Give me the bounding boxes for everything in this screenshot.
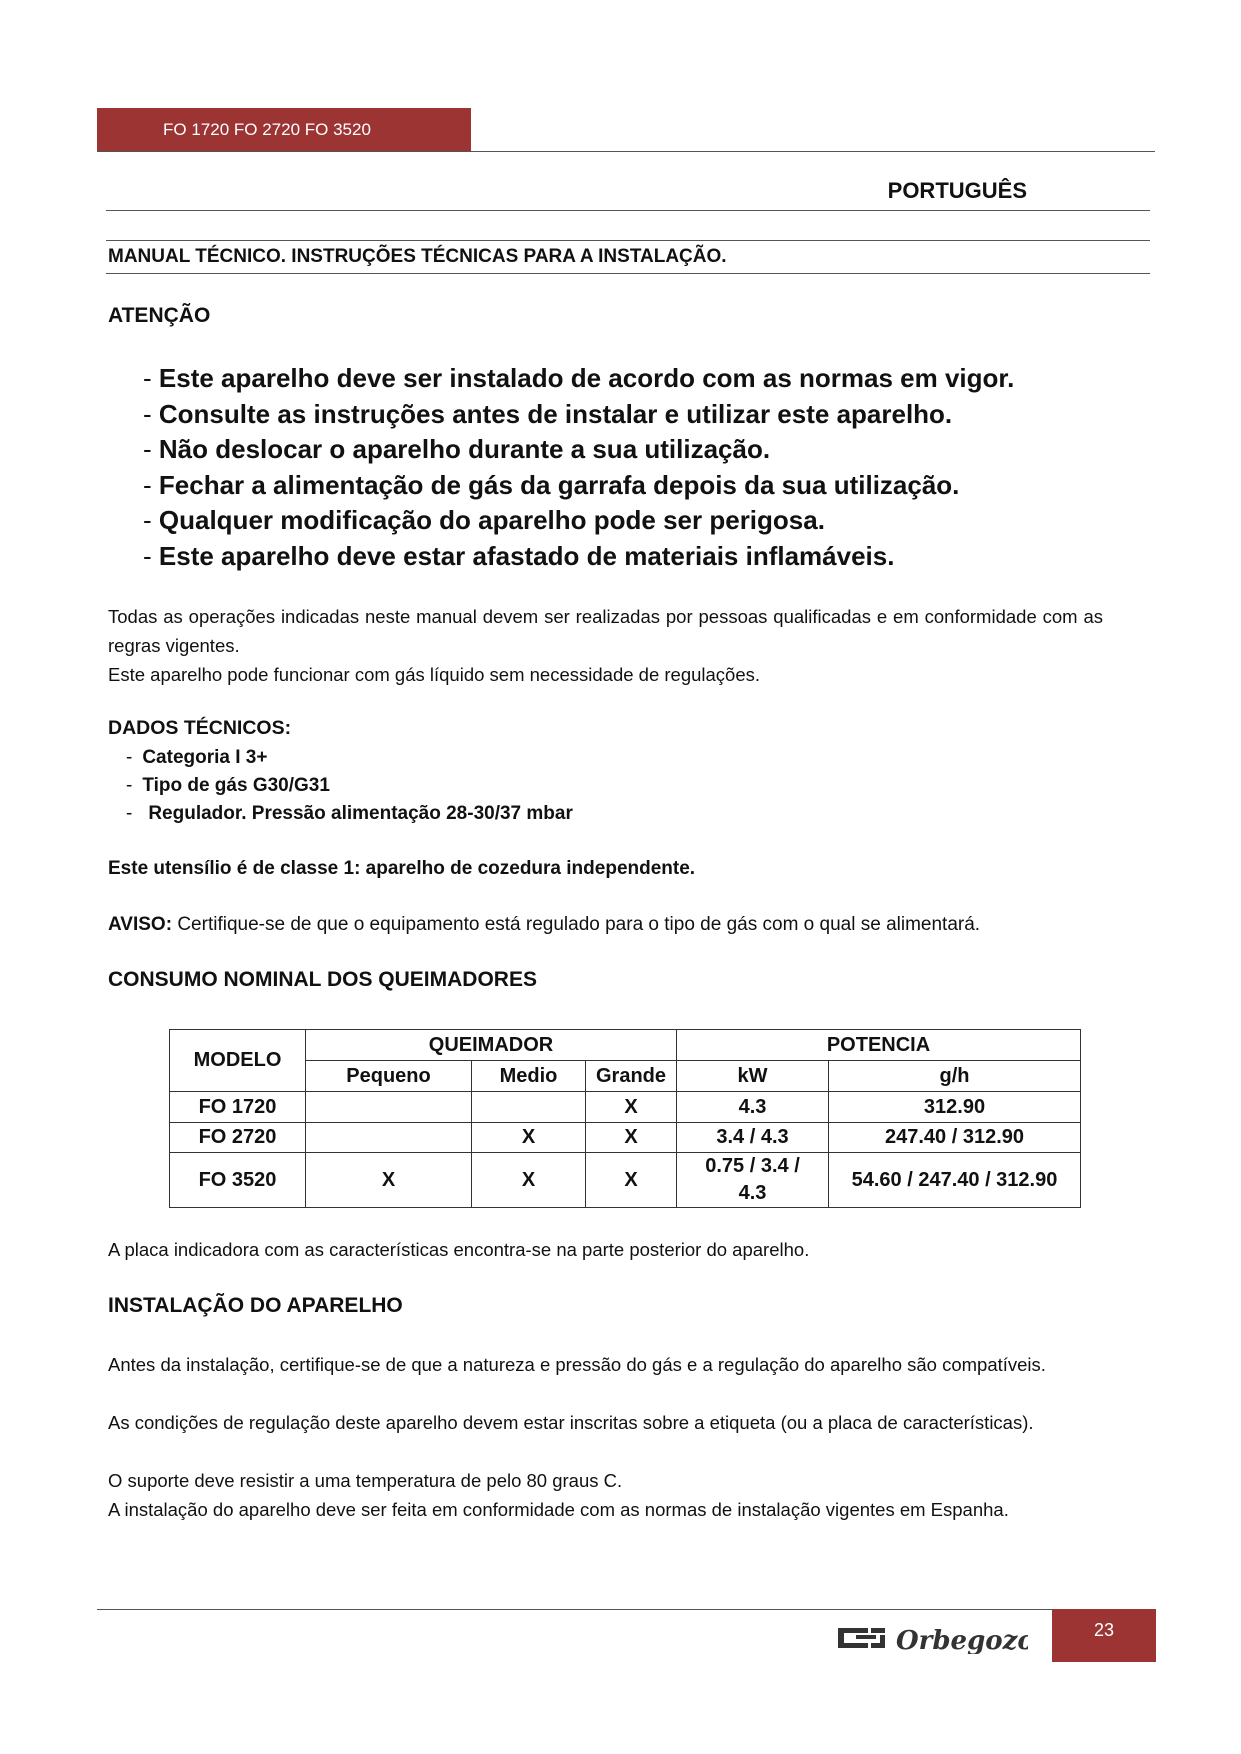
cell-kw-line: 4.3 <box>738 1182 767 1204</box>
tech-data-list <box>126 744 573 828</box>
page-number-box <box>1052 1609 1156 1662</box>
cell-large: X <box>586 1153 677 1208</box>
header-medium: Medio <box>472 1061 586 1092</box>
cell-medium <box>472 1092 586 1123</box>
footer-divider <box>97 1609 1052 1610</box>
list-item: - Fechar a alimentação de gás da garrafa depois da sua utilização. <box>143 469 960 500</box>
language-label: PORTUGUÊS <box>887 178 1027 203</box>
installation-paragraph-1: Antes da instalação, certifique-se de que a natureza e pressão do gás e a regulação do aparelho são compatíveis. <box>108 1354 1046 1375</box>
header-kw: kW <box>677 1061 829 1092</box>
cell-kw: 3.4 / 4.3 <box>677 1123 829 1153</box>
cell-small <box>306 1092 472 1123</box>
list-item: - Categoria I 3+ <box>126 747 268 768</box>
orbegozo-logo <box>838 1620 1028 1659</box>
cell-medium: X <box>472 1123 586 1153</box>
consumption-table <box>169 1029 1081 1208</box>
plate-note: A placa indicadora com as características encontra-se na parte posterior do aparelho. <box>108 1239 810 1260</box>
cell-model: FO 1720 <box>170 1092 306 1123</box>
intro-paragraph: Todas as operações indicadas neste manual devem ser realizadas por pessoas qualificadas e em conformidade com as regras vigentes. <box>108 606 1103 656</box>
cell-gh: 54.60 / 247.40 / 312.90 <box>829 1153 1081 1208</box>
installation-paragraph-4: A instalação do aparelho deve ser feita em conformidade com as normas de instalação vigentes em Espanha. <box>108 1499 1009 1520</box>
cell-medium: X <box>472 1153 586 1208</box>
warning-note <box>108 914 980 936</box>
header-power: POTENCIA <box>677 1030 1081 1061</box>
list-item: - Não deslocar o aparelho durante a sua utilização. <box>143 434 771 464</box>
brand-name: Orbegozo <box>896 1626 1028 1654</box>
page-number: 23 <box>1093 1620 1115 1640</box>
cell-kw <box>677 1153 829 1208</box>
intro-paragraph-2: Este aparelho pode funcionar com gás líquido sem necessidade de regulações. <box>108 664 761 685</box>
attention-list <box>143 361 1014 574</box>
cell-gh: 312.90 <box>829 1092 1081 1123</box>
cell-kw-line: 0.75 / 3.4 / <box>705 1155 800 1177</box>
installation-paragraph-2: As condições de regulação deste aparelho devem estar inscritas sobre a etiqueta (ou a placa de características). <box>108 1412 1034 1433</box>
cell-model: FO 3520 <box>170 1153 306 1208</box>
list-item: - Tipo de gás G30/G31 <box>126 775 330 796</box>
warning-text: Certifique-se de que o equipamento está regulado para o tipo de gás com o qual se alimentará. <box>177 914 981 935</box>
title-bottom-rule <box>106 273 1150 274</box>
cell-small <box>306 1123 472 1153</box>
cell-large: X <box>586 1123 677 1153</box>
list-item: - Consulte as instruções antes de instalar e utilizar este aparelho. <box>143 398 953 429</box>
class-note: Este utensílio é de classe 1: aparelho de cozedura independente. <box>108 858 696 879</box>
header-large: Grande <box>586 1061 677 1092</box>
list-item: - Regulador. Pressão alimentação 28-30/37 mbar <box>126 803 573 824</box>
installation-paragraph-3: O suporte deve resistir a uma temperatura de pelo 80 graus C. <box>108 1470 623 1491</box>
header-gh: g/h <box>829 1061 1081 1092</box>
header-models: FO 1720 FO 2720 FO 3520 <box>163 120 371 139</box>
language-divider <box>106 210 1150 211</box>
cell-small: X <box>306 1153 472 1208</box>
cell-large: X <box>586 1092 677 1123</box>
list-item: - Este aparelho deve ser instalado de acordo com as normas em vigor. <box>143 363 1015 393</box>
manual-title: MANUAL TÉCNICO. INSTRUÇÕES TÉCNICAS PARA A INSTALAÇÃO. <box>108 246 727 267</box>
attention-title: ATENÇÃO <box>108 304 211 327</box>
header-model: MODELO <box>170 1030 306 1092</box>
model-header-bar <box>97 108 471 151</box>
warning-label: AVISO: <box>108 914 173 935</box>
cell-kw: 4.3 <box>677 1092 829 1123</box>
table-row <box>170 1123 1081 1153</box>
header-divider <box>97 151 1155 152</box>
installation-title: INSTALAÇÃO DO APARELHO <box>108 1294 403 1317</box>
table-row <box>170 1153 1081 1208</box>
brand-mark-icon <box>838 1620 1028 1654</box>
list-item: - Este aparelho deve estar afastado de materiais inflamáveis. <box>143 540 895 571</box>
cell-model: FO 2720 <box>170 1123 306 1153</box>
header-burner: QUEIMADOR <box>306 1030 677 1061</box>
tech-data-title: DADOS TÉCNICOS: <box>108 717 292 739</box>
header-small: Pequeno <box>306 1061 472 1092</box>
cell-gh: 247.40 / 312.90 <box>829 1123 1081 1153</box>
table-row <box>170 1092 1081 1123</box>
consumption-title: CONSUMO NOMINAL DOS QUEIMADORES <box>108 968 537 991</box>
list-item: - Qualquer modificação do aparelho pode ser perigosa. <box>143 505 825 535</box>
title-top-rule <box>106 240 1150 241</box>
